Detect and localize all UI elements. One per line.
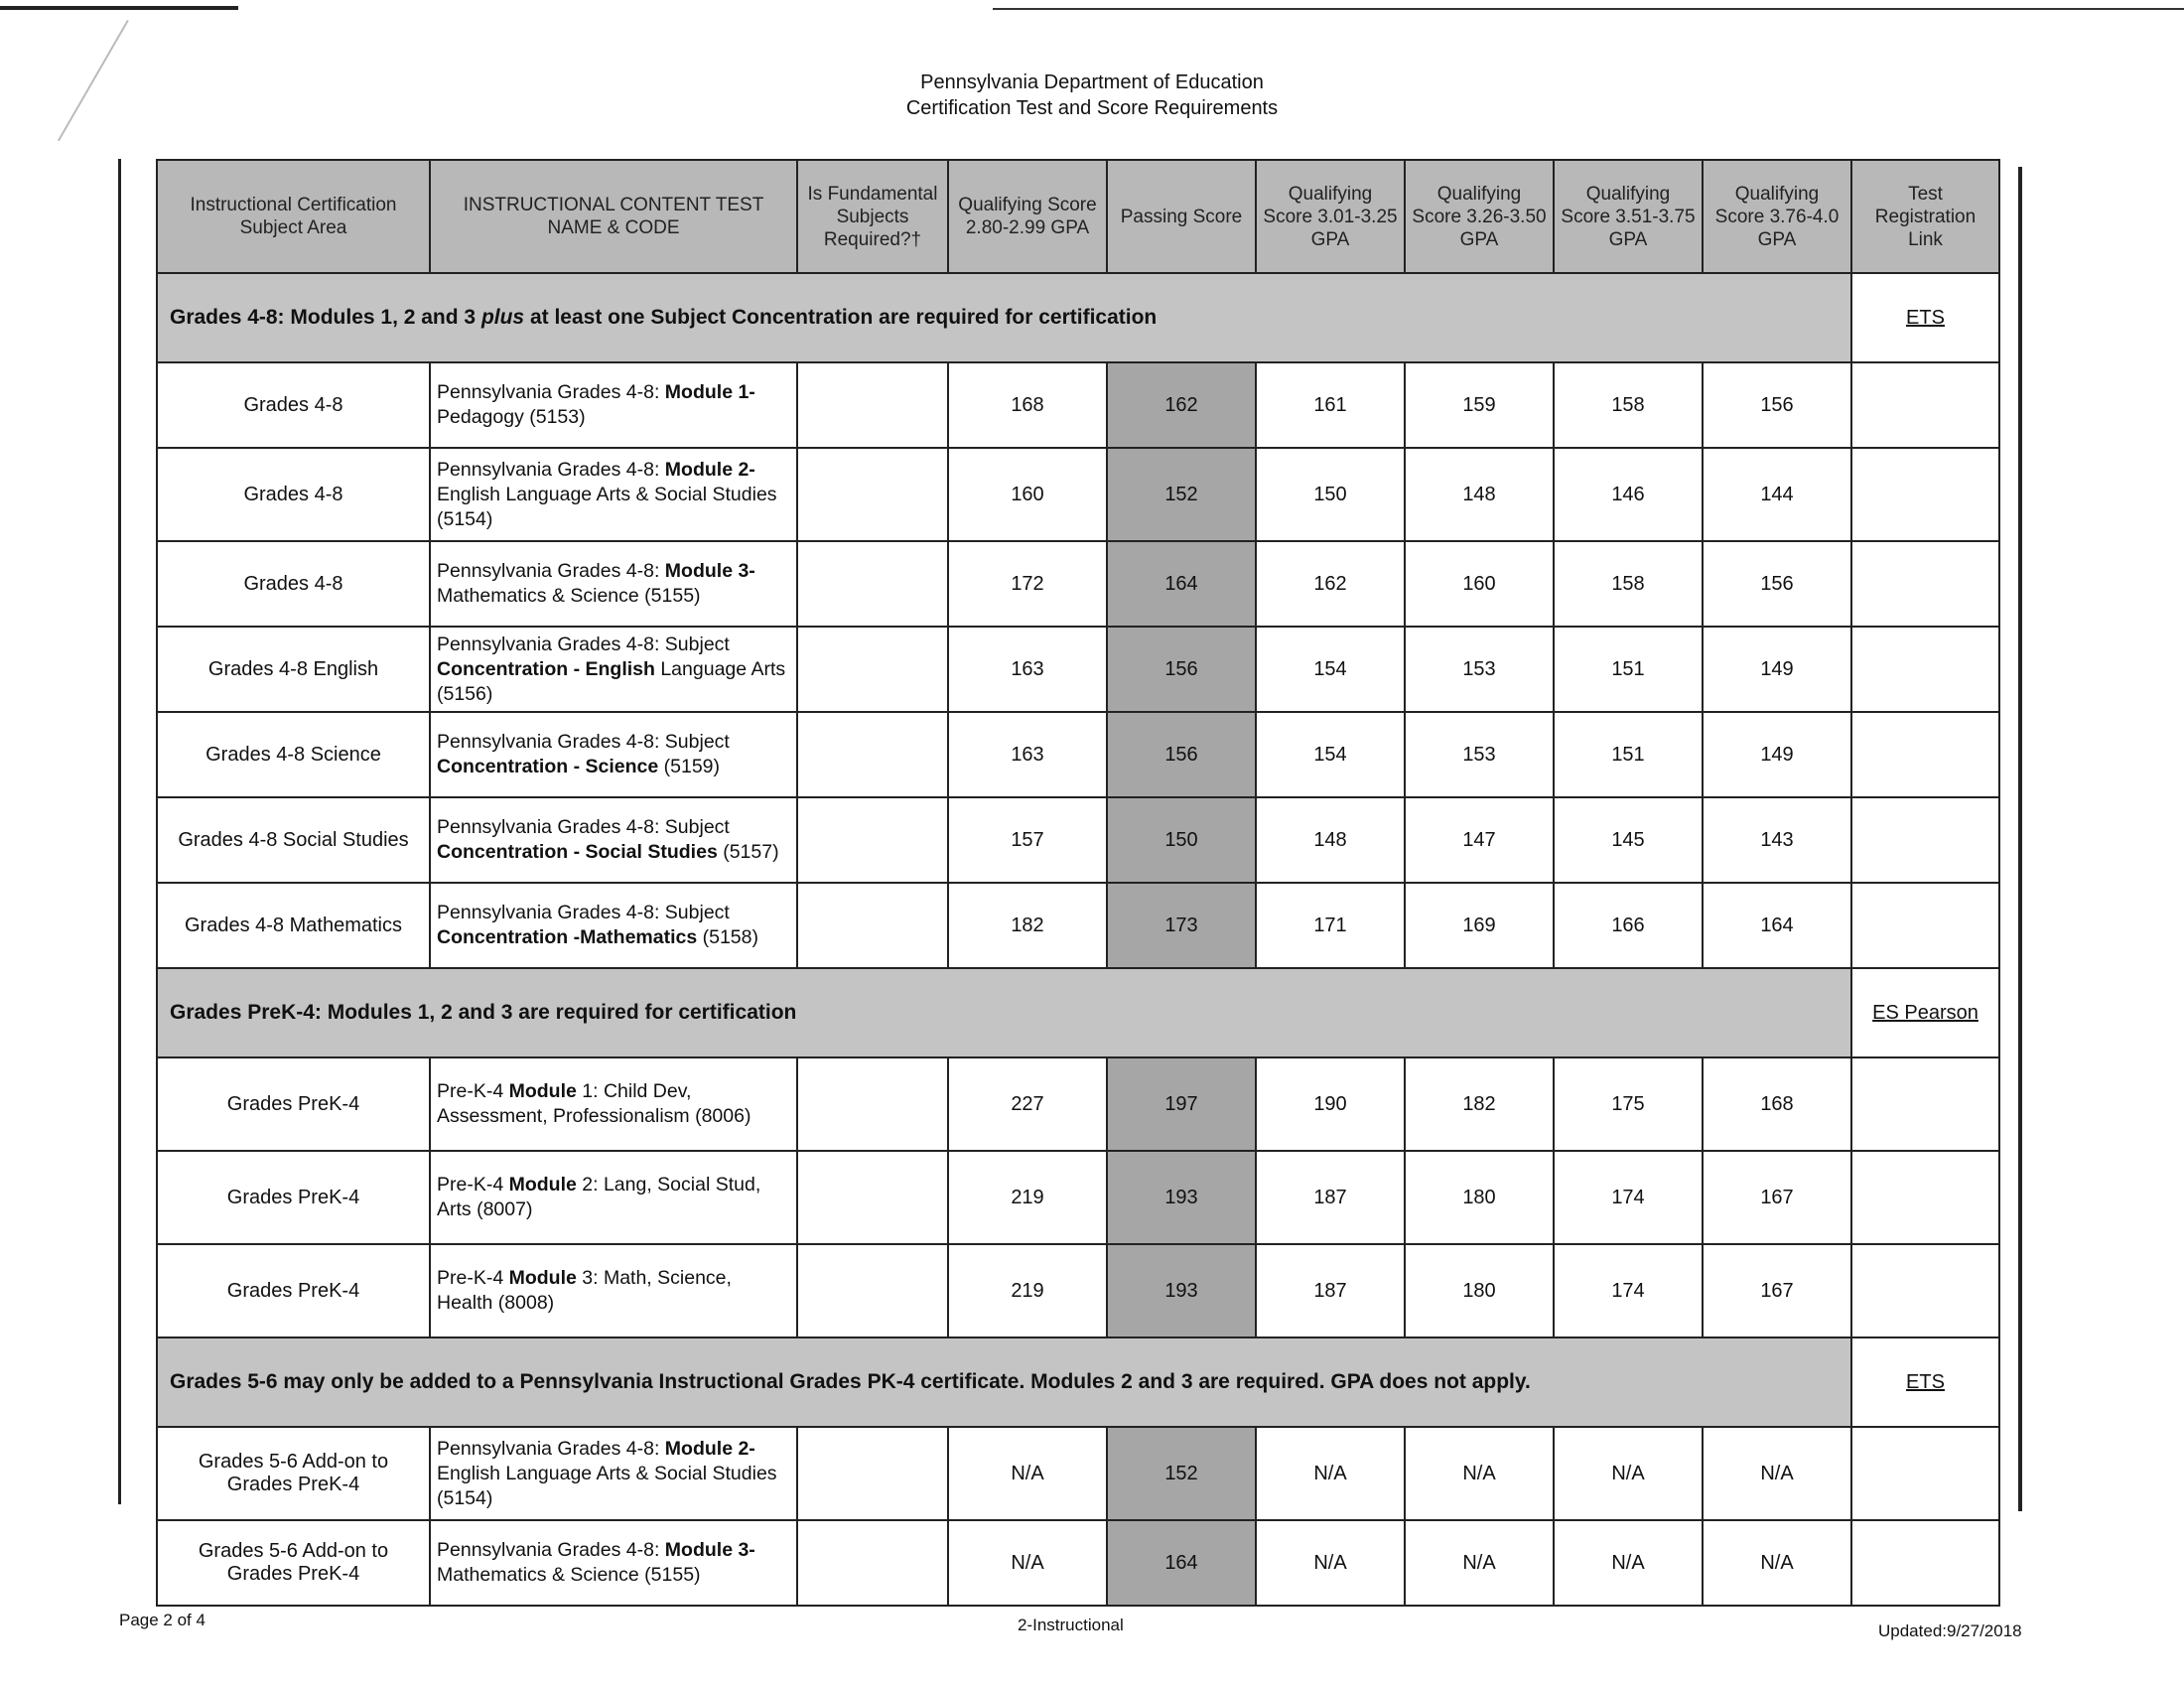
section-header-row	[157, 1337, 1999, 1427]
fundamental-cell	[797, 797, 948, 883]
test-name-prefix: Pennsylvania Grades 4-8:	[437, 560, 665, 582]
q301-cell: N/A	[1256, 1520, 1405, 1606]
q351-cell: N/A	[1554, 1427, 1703, 1520]
test-name-emphasis: Module 3-	[664, 1539, 755, 1561]
q301-cell: 162	[1256, 541, 1405, 627]
q301-cell: 150	[1256, 448, 1405, 541]
q376-cell: 167	[1703, 1244, 1851, 1337]
test-name-suffix: English Language Arts & Social Studies (5154)	[437, 1462, 777, 1509]
q301-cell: 154	[1256, 712, 1405, 797]
q351-cell: N/A	[1554, 1520, 1703, 1606]
q280-cell: 227	[948, 1057, 1107, 1151]
registration-link-cell	[1851, 1057, 1999, 1151]
section-title: Grades PreK-4: Modules 1, 2 and 3 are required for certification	[157, 968, 1851, 1057]
registration-link-cell	[1851, 273, 1999, 362]
fundamental-cell	[797, 362, 948, 448]
test-name-prefix: Pennsylvania Grades 4-8:	[437, 458, 665, 481]
table-row	[157, 1244, 1999, 1337]
col-registration: Test Registration Link	[1851, 160, 1999, 273]
registration-link-cell	[1851, 1244, 1999, 1337]
test-name-emphasis: Concentration - Science	[437, 756, 659, 777]
test-name-suffix: (5157)	[717, 841, 779, 863]
registration-link[interactable]: ETS	[1906, 306, 1945, 329]
section-title: Grades 4-8: Modules 1, 2 and 3 plus at least one Subject Concentration are required for certification	[157, 273, 1851, 362]
registration-link-cell	[1851, 968, 1999, 1057]
test-name-emphasis: Module 2-	[664, 458, 755, 481]
q376-cell: 143	[1703, 797, 1851, 883]
q280-cell: 163	[948, 627, 1107, 712]
table-row	[157, 1427, 1999, 1520]
table-row	[157, 1151, 1999, 1244]
registration-link-cell	[1851, 1427, 1999, 1520]
q326-cell: 153	[1405, 712, 1554, 797]
q280-cell: 157	[948, 797, 1107, 883]
fundamental-cell	[797, 627, 948, 712]
fundamental-cell	[797, 448, 948, 541]
registration-link-cell	[1851, 448, 1999, 541]
header-line-1: Pennsylvania Department of Education	[920, 71, 1264, 93]
test-name-suffix: Pedagogy (5153)	[437, 406, 586, 428]
passing-score-cell: 156	[1107, 712, 1256, 797]
header-line-2: Certification Test and Score Requirements	[905, 97, 1279, 119]
test-name-cell	[430, 1244, 797, 1337]
q326-cell: 160	[1405, 541, 1554, 627]
q326-cell: 169	[1405, 883, 1554, 968]
test-name-emphasis: Concentration - English	[437, 657, 655, 680]
table-left-border	[118, 159, 121, 1504]
page-number: Page 2 of 4	[119, 1611, 205, 1629]
fundamental-cell	[797, 541, 948, 627]
subject-area-cell: Grades 4-8	[157, 362, 430, 448]
q376-cell: 156	[1703, 362, 1851, 448]
q326-cell: 180	[1405, 1244, 1554, 1337]
test-name-emphasis: Module 3-	[664, 560, 755, 582]
test-name-emphasis: Module 1-	[664, 381, 755, 403]
q301-cell: N/A	[1256, 1427, 1405, 1520]
section-label: 2-Instructional	[1018, 1616, 1124, 1634]
test-name-emphasis: Concentration - Social Studies	[437, 841, 718, 863]
subject-area-cell: Grades 4-8 Science	[157, 712, 430, 797]
passing-score-cell: 152	[1107, 1427, 1256, 1520]
subject-area-cell: Grades 4-8 Mathematics	[157, 883, 430, 968]
test-name-cell	[430, 1427, 797, 1520]
q301-cell: 171	[1256, 883, 1405, 968]
col-subject-area: Instructional Certification Subject Area	[157, 160, 430, 273]
col-q301: Qualifying Score 3.01-3.25 GPA	[1256, 160, 1405, 273]
table-row	[157, 883, 1999, 968]
test-name-cell	[430, 1151, 797, 1244]
q301-cell: 187	[1256, 1244, 1405, 1337]
subject-area-cell: Grades 5-6 Add-on to Grades PreK-4	[157, 1520, 430, 1606]
q280-cell: 163	[948, 712, 1107, 797]
subject-area-cell: Grades 4-8	[157, 541, 430, 627]
passing-score-cell: 162	[1107, 362, 1256, 448]
registration-link-cell	[1851, 362, 1999, 448]
q326-cell: 153	[1405, 627, 1554, 712]
section-header-row	[157, 273, 1999, 362]
passing-score-cell: 197	[1107, 1057, 1256, 1151]
test-name-emphasis: Module	[508, 1080, 577, 1102]
requirements-table	[156, 159, 2000, 1607]
test-name-cell	[430, 541, 797, 627]
registration-link-cell	[1851, 627, 1999, 712]
test-name-suffix: 1: Child Dev, Assessment, Professionalism (8006)	[437, 1080, 751, 1127]
subject-area-cell: Grades 4-8	[157, 448, 430, 541]
scan-edge-mark	[993, 8, 2184, 10]
table-row	[157, 1520, 1999, 1606]
table-row	[157, 448, 1999, 541]
fundamental-cell	[797, 712, 948, 797]
fundamental-cell	[797, 883, 948, 968]
page-header	[0, 70, 2184, 121]
col-test-name: INSTRUCTIONAL CONTENT TEST NAME & CODE	[430, 160, 797, 273]
test-name-suffix: English Language Arts & Social Studies (5154)	[437, 483, 777, 530]
test-name-suffix: (5159)	[658, 756, 721, 777]
header-row	[157, 160, 1999, 273]
subject-area-cell: Grades 4-8 Social Studies	[157, 797, 430, 883]
registration-link-cell	[1851, 1337, 1999, 1427]
q280-cell: 172	[948, 541, 1107, 627]
test-name-emphasis: Module	[508, 1174, 577, 1196]
test-name-prefix: Pennsylvania Grades 4-8: Subject	[437, 731, 730, 753]
test-name-suffix: Mathematics & Science (5155)	[437, 1564, 701, 1586]
test-name-suffix: Mathematics & Science (5155)	[437, 585, 701, 607]
q326-cell: 148	[1405, 448, 1554, 541]
test-name-prefix: Pre-K-4	[437, 1080, 509, 1102]
passing-score-cell: 156	[1107, 627, 1256, 712]
q280-cell: 219	[948, 1151, 1107, 1244]
subject-area-cell: Grades PreK-4	[157, 1244, 430, 1337]
q351-cell: 166	[1554, 883, 1703, 968]
subject-area-cell: Grades 4-8 English	[157, 627, 430, 712]
test-name-suffix: 3: Math, Science, Health (8008)	[437, 1267, 732, 1314]
q280-cell: 182	[948, 883, 1107, 968]
q326-cell: N/A	[1405, 1520, 1554, 1606]
test-name-cell	[430, 627, 797, 712]
fundamental-cell	[797, 1520, 948, 1606]
q376-cell: 168	[1703, 1057, 1851, 1151]
test-name-prefix: Pennsylvania Grades 4-8: Subject	[437, 633, 730, 655]
test-name-suffix: Language Arts (5156)	[437, 657, 786, 705]
q301-cell: 187	[1256, 1151, 1405, 1244]
fundamental-cell	[797, 1057, 948, 1151]
test-name-cell	[430, 883, 797, 968]
col-q280: Qualifying Score 2.80-2.99 GPA	[948, 160, 1107, 273]
col-q326: Qualifying Score 3.26-3.50 GPA	[1405, 160, 1554, 273]
q280-cell: N/A	[948, 1427, 1107, 1520]
section-title: Grades 5-6 may only be added to a Pennsylvania Instructional Grades PK-4 certificate. Modules 2 and 3 are required. GPA does not apply.	[157, 1337, 1851, 1427]
test-name-prefix: Pennsylvania Grades 4-8:	[437, 1539, 665, 1561]
test-name-prefix: Pre-K-4	[437, 1174, 509, 1196]
q280-cell: 168	[948, 362, 1107, 448]
registration-link-cell	[1851, 712, 1999, 797]
q376-cell: N/A	[1703, 1520, 1851, 1606]
table-row	[157, 797, 1999, 883]
col-fundamental: Is Fundamental Subjects Required?†	[797, 160, 948, 273]
registration-link-cell	[1851, 541, 1999, 627]
q351-cell: 146	[1554, 448, 1703, 541]
q301-cell: 190	[1256, 1057, 1405, 1151]
passing-score-cell: 193	[1107, 1244, 1256, 1337]
test-name-prefix: Pennsylvania Grades 4-8: Subject	[437, 902, 730, 923]
q326-cell: N/A	[1405, 1427, 1554, 1520]
registration-link[interactable]: ES Pearson	[1872, 1001, 1979, 1024]
q326-cell: 147	[1405, 797, 1554, 883]
test-name-cell	[430, 1057, 797, 1151]
q351-cell: 145	[1554, 797, 1703, 883]
test-name-cell	[430, 1520, 797, 1606]
q301-cell: 161	[1256, 362, 1405, 448]
q376-cell: 164	[1703, 883, 1851, 968]
test-name-emphasis: Concentration -Mathematics	[437, 926, 698, 948]
q351-cell: 151	[1554, 627, 1703, 712]
test-name-cell	[430, 362, 797, 448]
q301-cell: 154	[1256, 627, 1405, 712]
registration-link-cell	[1851, 883, 1999, 968]
q280-cell: 219	[948, 1244, 1107, 1337]
fundamental-cell	[797, 1244, 948, 1337]
requirements-table-wrap	[156, 159, 2000, 1607]
updated-date: Updated:9/27/2018	[1878, 1621, 2022, 1640]
col-q376: Qualifying Score 3.76-4.0 GPA	[1703, 160, 1851, 273]
passing-score-cell: 173	[1107, 883, 1256, 968]
q376-cell: 149	[1703, 627, 1851, 712]
q326-cell: 180	[1405, 1151, 1554, 1244]
q326-cell: 159	[1405, 362, 1554, 448]
test-name-emphasis: Module	[508, 1267, 577, 1289]
q301-cell: 148	[1256, 797, 1405, 883]
q376-cell: 156	[1703, 541, 1851, 627]
test-name-cell	[430, 712, 797, 797]
q351-cell: 151	[1554, 712, 1703, 797]
passing-score-cell: 152	[1107, 448, 1256, 541]
table-body	[157, 273, 1999, 1606]
fundamental-cell	[797, 1151, 948, 1244]
test-name-prefix: Pre-K-4	[437, 1267, 509, 1289]
test-name-suffix: (5158)	[697, 926, 758, 948]
q376-cell: 149	[1703, 712, 1851, 797]
q351-cell: 158	[1554, 362, 1703, 448]
q351-cell: 174	[1554, 1244, 1703, 1337]
q280-cell: N/A	[948, 1520, 1107, 1606]
q326-cell: 182	[1405, 1057, 1554, 1151]
q280-cell: 160	[948, 448, 1107, 541]
q351-cell: 158	[1554, 541, 1703, 627]
col-passing: Passing Score	[1107, 160, 1256, 273]
test-name-emphasis: Module 2-	[664, 1437, 755, 1460]
section-header-row	[157, 968, 1999, 1057]
table-right-border	[2018, 167, 2022, 1511]
table-row	[157, 627, 1999, 712]
subject-area-cell: Grades PreK-4	[157, 1057, 430, 1151]
table-row	[157, 362, 1999, 448]
subject-area-cell: Grades PreK-4	[157, 1151, 430, 1244]
q376-cell: 167	[1703, 1151, 1851, 1244]
test-name-prefix: Pennsylvania Grades 4-8: Subject	[437, 816, 730, 838]
table-row	[157, 1057, 1999, 1151]
scan-edge-mark	[0, 6, 238, 10]
fundamental-cell	[797, 1427, 948, 1520]
registration-link-cell	[1851, 1151, 1999, 1244]
passing-score-cell: 164	[1107, 1520, 1256, 1606]
passing-score-cell: 193	[1107, 1151, 1256, 1244]
test-name-cell	[430, 797, 797, 883]
q376-cell: N/A	[1703, 1427, 1851, 1520]
test-name-suffix: 2: Lang, Social Stud, Arts (8007)	[437, 1174, 761, 1220]
passing-score-cell: 150	[1107, 797, 1256, 883]
test-name-prefix: Pennsylvania Grades 4-8:	[437, 381, 665, 403]
q376-cell: 144	[1703, 448, 1851, 541]
registration-link-cell	[1851, 1520, 1999, 1606]
subject-area-cell: Grades 5-6 Add-on to Grades PreK-4	[157, 1427, 430, 1520]
q351-cell: 174	[1554, 1151, 1703, 1244]
q351-cell: 175	[1554, 1057, 1703, 1151]
table-row	[157, 541, 1999, 627]
registration-link[interactable]: ETS	[1906, 1370, 1945, 1393]
passing-score-cell: 164	[1107, 541, 1256, 627]
test-name-prefix: Pennsylvania Grades 4-8:	[437, 1437, 665, 1460]
test-name-cell	[430, 448, 797, 541]
table-row	[157, 712, 1999, 797]
registration-link-cell	[1851, 797, 1999, 883]
col-q351: Qualifying Score 3.51-3.75 GPA	[1554, 160, 1703, 273]
